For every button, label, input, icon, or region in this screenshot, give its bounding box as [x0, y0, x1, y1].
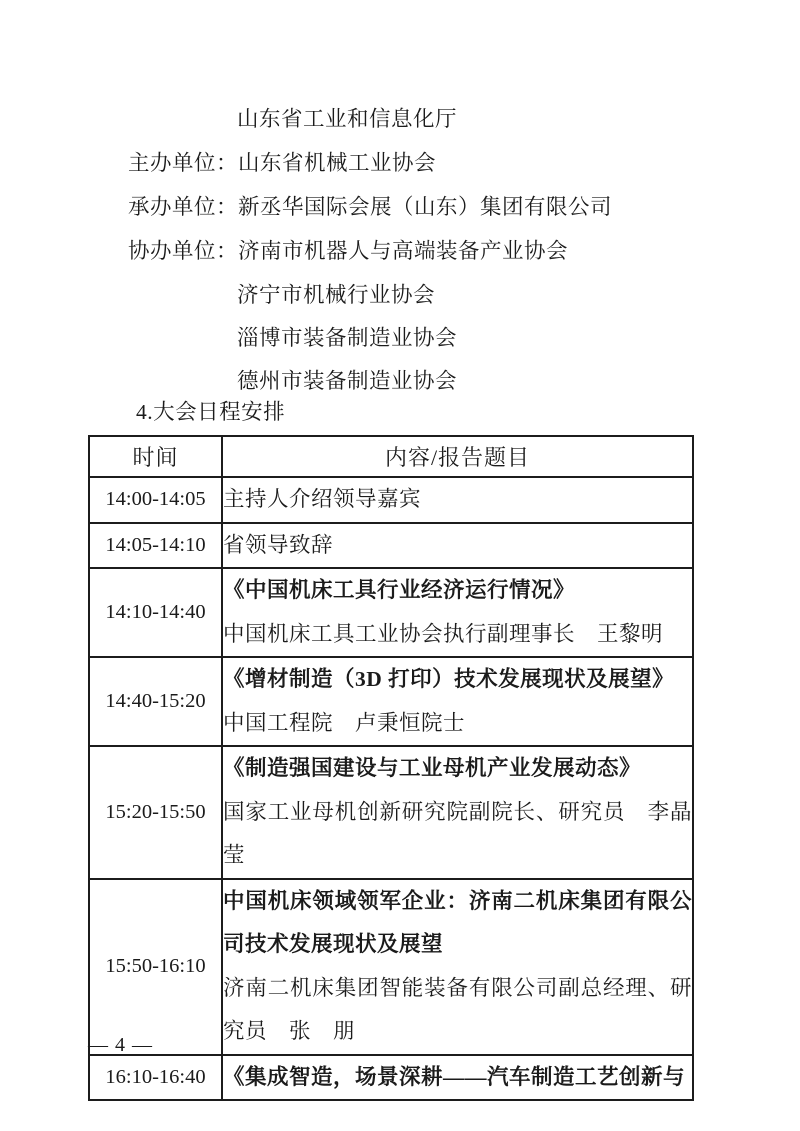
time-cell: 15:20-15:50 — [89, 746, 222, 879]
report-title: 《增材制造（3D 打印）技术发展现状及展望》 — [223, 667, 675, 691]
table-row — [89, 523, 693, 569]
speaker-line: 中国机床工具工业协会执行副理事长 王黎明 — [223, 621, 664, 646]
co-organizer-line: 淄博市装备制造业协会 — [237, 326, 458, 350]
content-cell — [222, 657, 693, 746]
content-cell — [222, 568, 693, 657]
time-column-header: 时间 — [89, 436, 222, 477]
agenda-item: 省领导致辞 — [223, 532, 334, 557]
content-cell — [222, 746, 693, 879]
speaker-line: 济南二机床集团智能装备有限公司副总经理、研究员 张 朋 — [223, 975, 692, 1043]
content-cell — [222, 1055, 693, 1101]
host-unit-line: 主办单位：山东省机械工业协会 — [128, 151, 437, 175]
content-cell — [222, 879, 693, 1055]
co-organizer-line: 济宁市机械行业协会 — [237, 283, 436, 307]
report-title: 《集成智造，场景深耕——汽车制造工艺创新与 — [223, 1064, 686, 1089]
report-title: 中国机床领域领军企业：济南二机床集团有限公司技术发展现状及展望 — [223, 888, 692, 956]
time-cell: 16:10-16:40 — [89, 1055, 222, 1101]
page-number: — 4 — — [88, 1034, 153, 1056]
schedule-table — [88, 435, 694, 1101]
time-cell: 14:00-14:05 — [89, 477, 222, 523]
content-cell — [222, 477, 693, 523]
table-row — [89, 568, 693, 657]
agenda-item: 主持人介绍领导嘉宾 — [223, 487, 422, 511]
table-header-row — [89, 436, 693, 477]
report-title: 《制造强国建设与工业母机产业发展动态》 — [223, 756, 642, 780]
table-row — [89, 1055, 693, 1101]
table-row — [89, 746, 693, 879]
organizer-line: 山东省工业和信息化厅 — [237, 107, 458, 131]
table-row — [89, 879, 693, 1055]
time-cell: 14:40-15:20 — [89, 657, 222, 746]
time-cell: 15:50-16:10 — [89, 879, 222, 1055]
speaker-line: 国家工业母机创新研究院副院长、研究员 李晶莹 — [223, 799, 692, 867]
time-cell: 14:10-14:40 — [89, 568, 222, 657]
co-organizer-unit-line: 协办单位：济南市机器人与高端装备产业协会 — [128, 239, 569, 263]
content-cell — [222, 523, 693, 569]
time-cell: 14:05-14:10 — [89, 523, 222, 569]
co-organizer-line: 德州市装备制造业协会 — [237, 369, 458, 393]
content-column-header: 内容/报告题目 — [222, 436, 693, 477]
speaker-line: 中国工程院 卢秉恒院士 — [223, 710, 466, 735]
section-heading: 4.大会日程安排 — [136, 400, 286, 424]
report-title: 《中国机床工具行业经济运行情况》 — [223, 578, 576, 602]
table-row — [89, 477, 693, 523]
table-row — [89, 657, 693, 746]
undertaker-unit-line: 承办单位：新丞华国际会展（山东）集团有限公司 — [128, 195, 613, 219]
